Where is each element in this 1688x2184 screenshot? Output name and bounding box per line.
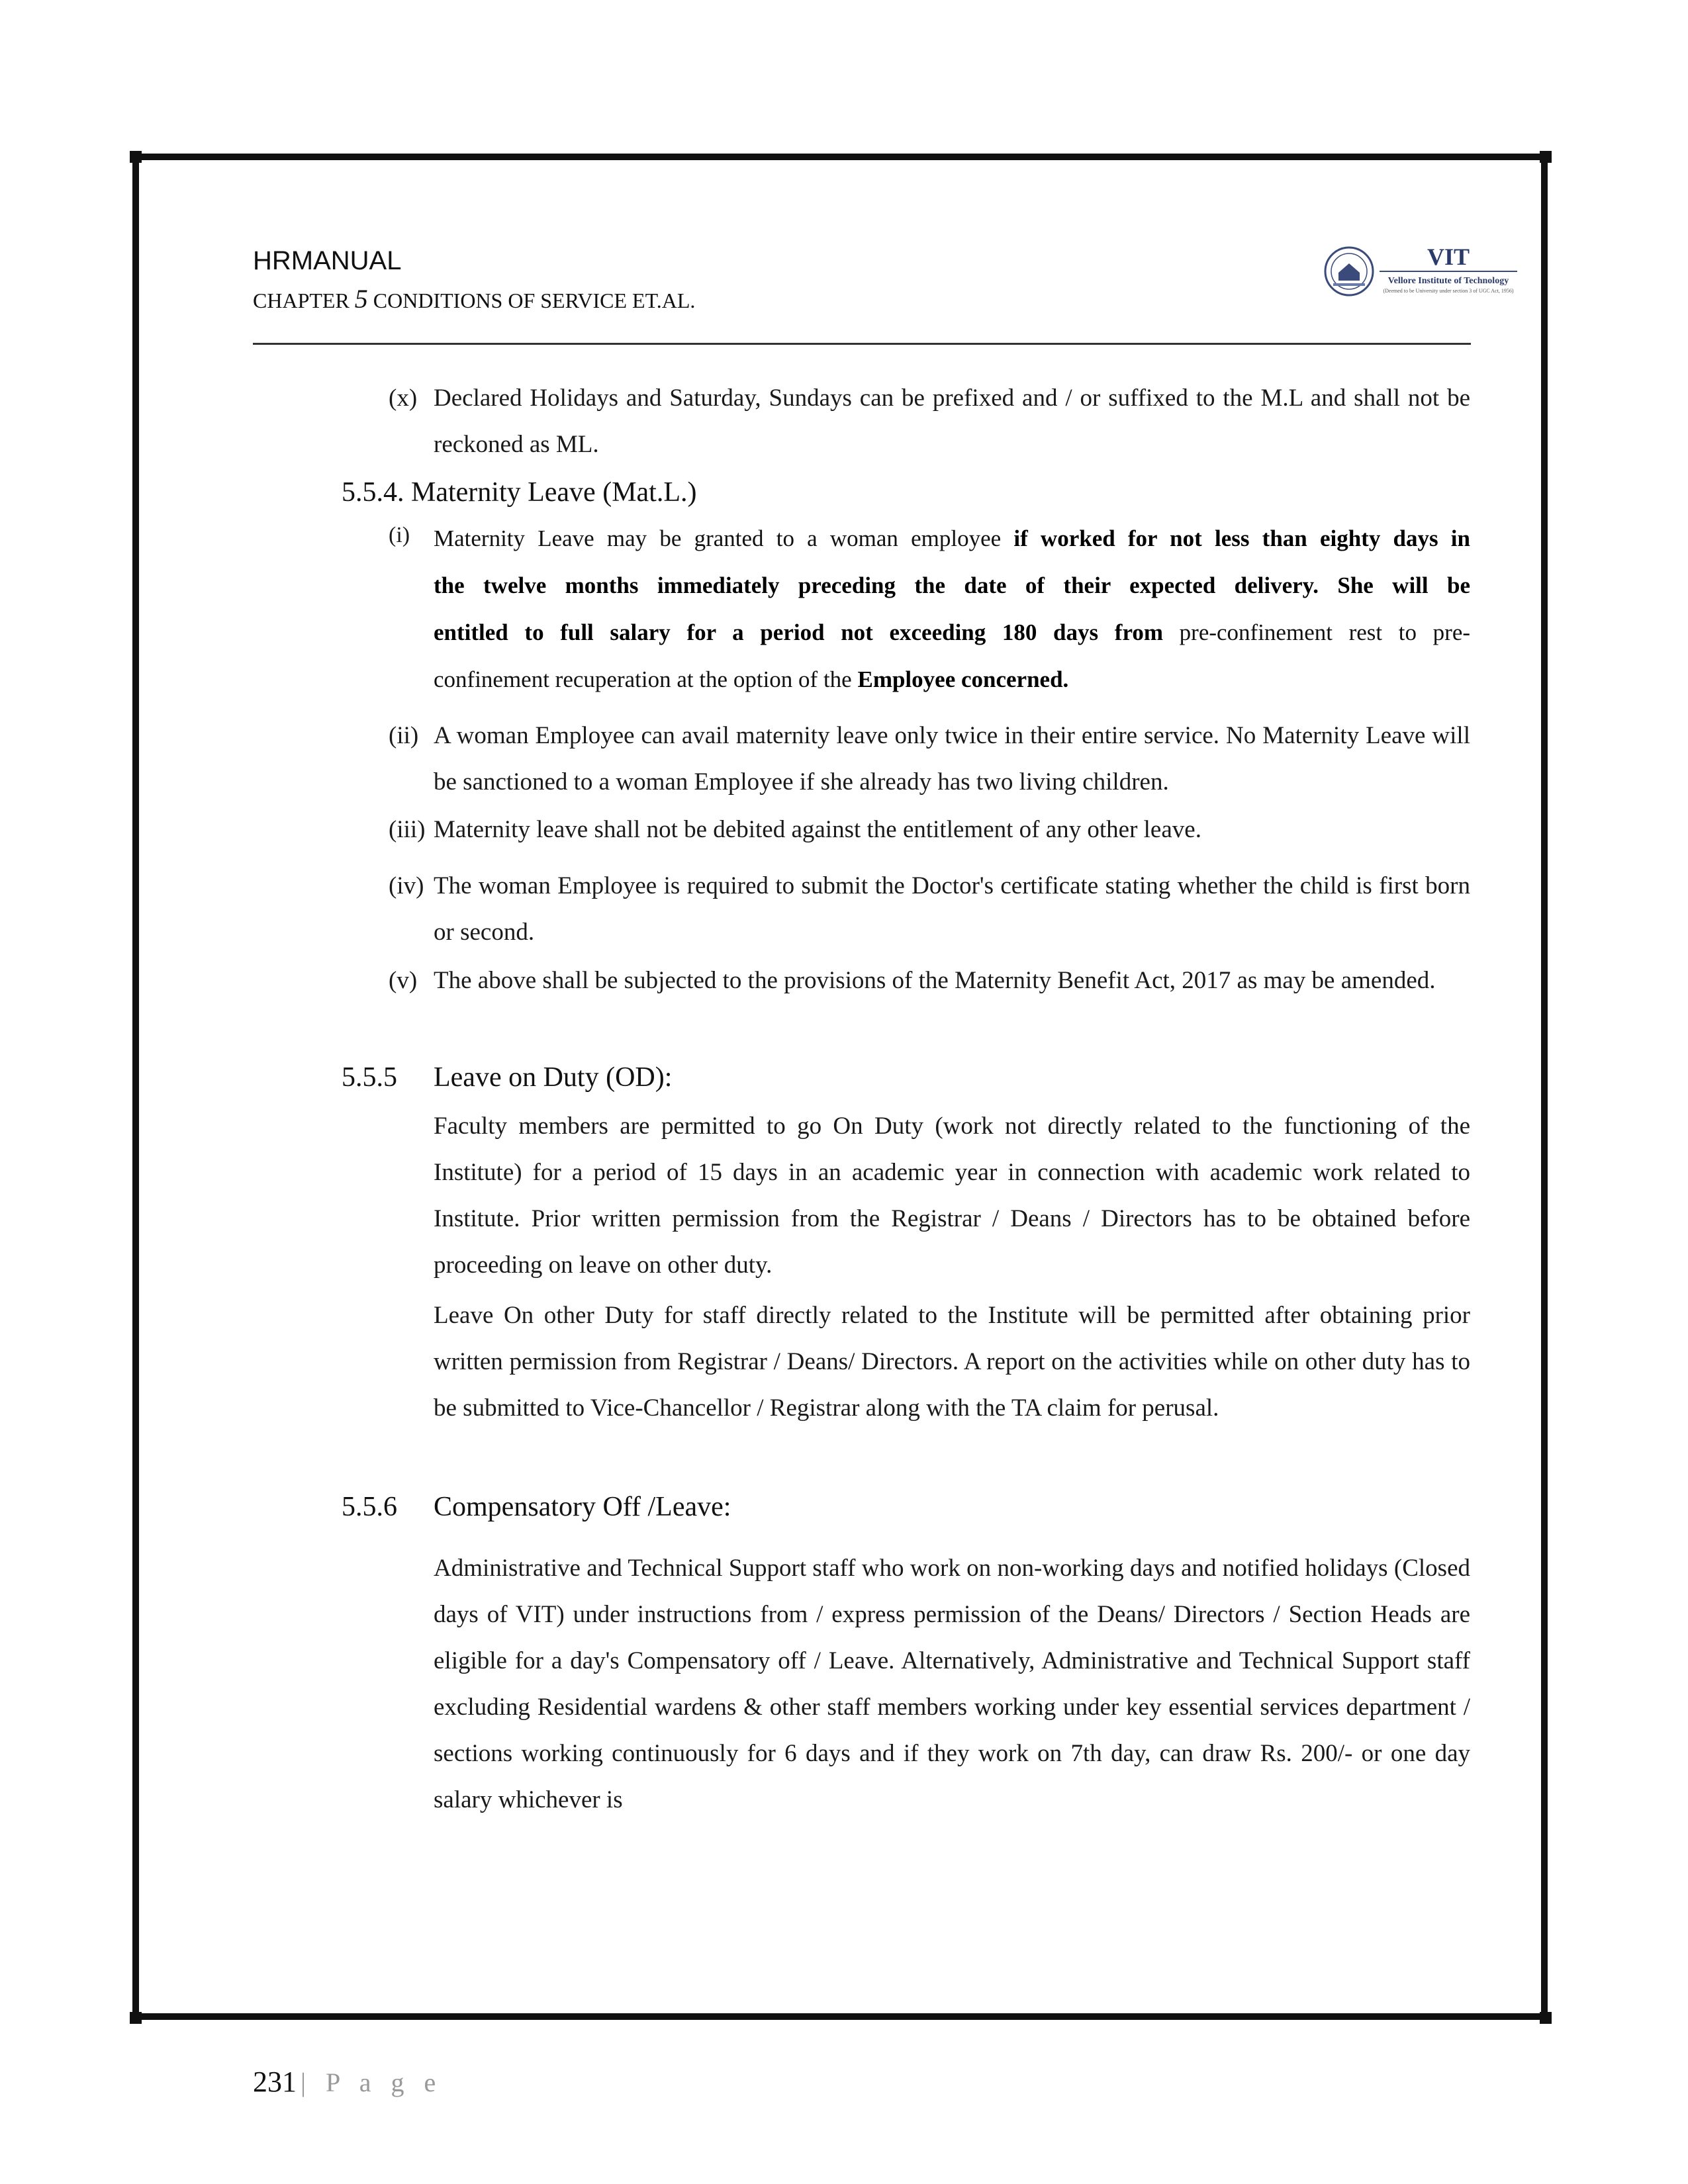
section-heading: Compensatory Off /Leave:: [434, 1492, 731, 1522]
header-rule: [253, 343, 1471, 345]
item-text: Maternity leave shall not be debited against the entitlement of any other leave.: [434, 816, 1201, 843]
item-label: (v): [389, 967, 418, 994]
vit-seal-icon: [1324, 240, 1523, 306]
svg-text:(Deemed to be University under: (Deemed to be University under section 3 of UGC Act, 1956): [1383, 288, 1514, 294]
paragraph: Leave On other Duty for staff directly related to the Institute will be permitted after obtaining prior written permission from Registrar / Deans/ Directors. A report on the activities while on other duty has to be submitted to Vice-Chancellor / Registrar along with the TA claim for perusal.: [434, 1302, 1470, 1422]
item-text: The woman Employee is required to submit the Doctor's certificate stating whether the child is first born or second.: [434, 872, 1470, 946]
item-text-maternity: Maternity Leave may be granted to a woman employee if worked for not less than eighty days in the twelve months immediately preceding the date of their expected delivery. She will be entitled to full salary for a period not exceeding 180 days from pre-confinement rest to pre- confinement recuperation at the option of the Employee concerned.: [434, 525, 1471, 692]
vit-logo: [1324, 240, 1523, 306]
item-label: (x): [389, 385, 418, 412]
section-heading: Leave on Duty (OD):: [434, 1062, 673, 1093]
section-number: 5.5.6: [342, 1492, 397, 1522]
svg-text:VIT: VIT: [1427, 244, 1470, 270]
item-text: The above shall be subjected to the provisions of the Maternity Benefit Act, 2017 as may be amended.: [434, 967, 1436, 994]
item-label: (ii): [389, 722, 419, 749]
paragraph: Administrative and Technical Support staff who work on non-working days and notified holidays (Closed days of VIT) under instructions from / express permission of the Deans/ Directors / Section Heads are eligible for a day's Compensatory off / Leave. Alternatively, Administrative and Technical Support staff excluding Residential wardens & other staff members working under key essential services department / sections working continuously for 6 days and if they work on 7th day, can draw Rs. 200/- or one day salary whichever is: [434, 1555, 1470, 1813]
border-corner: [130, 2012, 142, 2024]
item-text: A woman Employee can avail maternity leave only twice in their entire service. No Maternity Leave will be sanctioned to a woman Employee if she already has two living children.: [434, 722, 1470, 796]
item-label: (iii): [389, 816, 426, 843]
border-corner: [1540, 151, 1552, 163]
paragraph: Faculty members are permitted to go On Duty (work not directly related to the functioning of the Institute) for a period of 15 days in an academic year in connection with academic work related to Institute. Prior written permission from the Registrar / Deans / Directors has to be obtained before proceeding on leave on other duty.: [434, 1113, 1470, 1279]
item-label: (i): [389, 523, 410, 547]
page-label: | P a g e: [301, 2068, 443, 2097]
page-number: 231: [253, 2066, 297, 2098]
page-footer: [253, 2065, 442, 2099]
section-number: 5.5.5: [342, 1062, 397, 1093]
document-title: HRMANUAL: [253, 246, 402, 275]
item-text: Declared Holidays and Saturday, Sundays can be prefixed and / or suffixed to the M.L and shall not be reckoned as ML.: [434, 385, 1470, 458]
svg-text:Vellore Institute of Technolog: Vellore Institute of Technology: [1387, 276, 1509, 286]
item-label: (iv): [389, 872, 424, 899]
border-corner: [130, 151, 142, 163]
section-heading: 5.5.4. Maternity Leave (Mat.L.): [342, 477, 697, 508]
border-corner: [1540, 2012, 1552, 2024]
chapter-heading: CHAPTER 5 CONDITIONS OF SERVICE ET.AL.: [253, 284, 696, 314]
